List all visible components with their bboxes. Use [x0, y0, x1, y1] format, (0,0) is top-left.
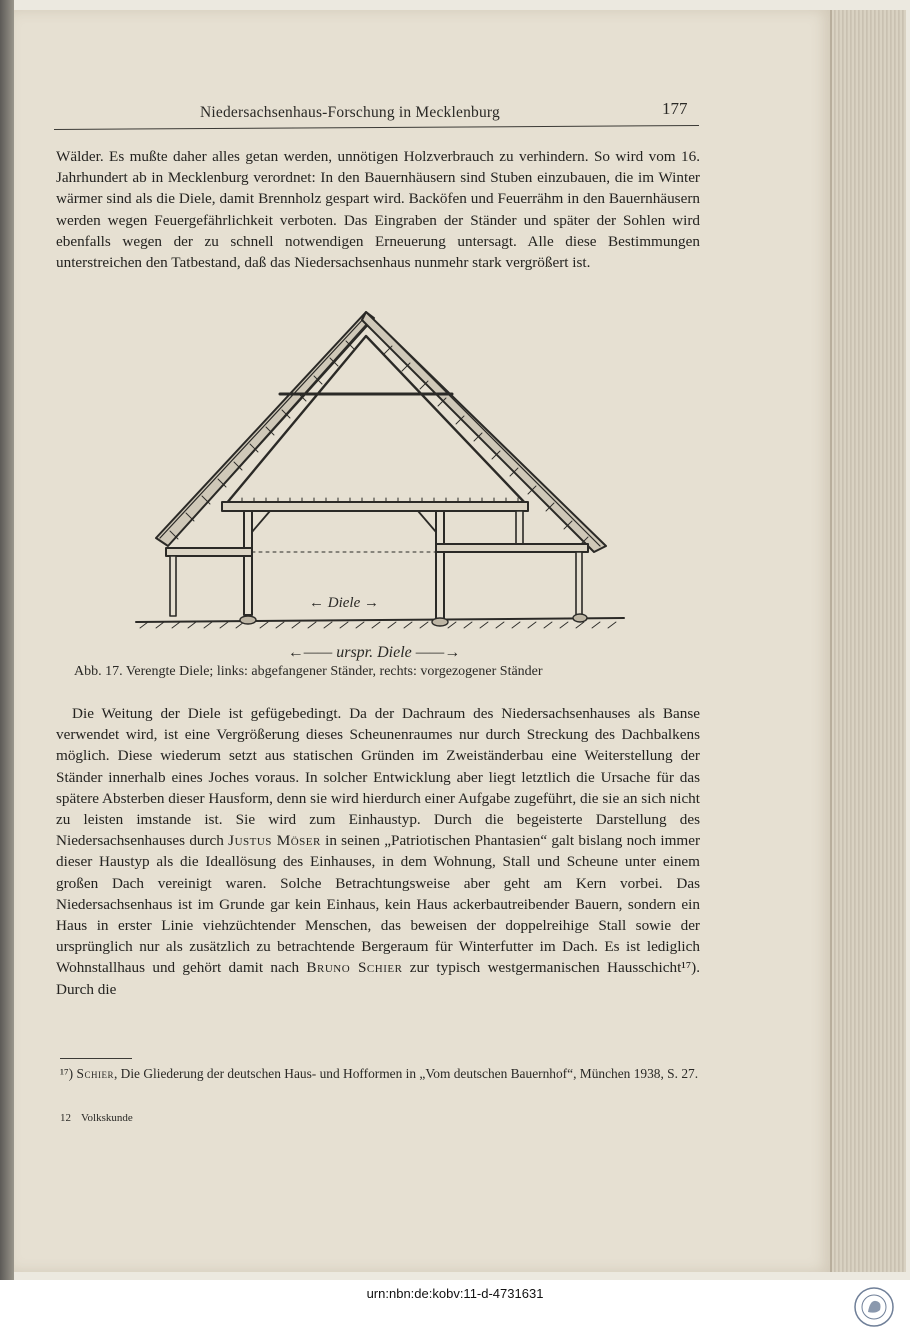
paragraph-2: [56, 703, 700, 1000]
figure-caption: Abb. 17. Verengte Diele; links: abgefangener Ständer, rechts: vorgezogener Ständer: [74, 664, 543, 679]
roof-thatch-right: [362, 312, 606, 552]
footnote-rule: [60, 1058, 132, 1059]
paragraph-1-text: Wälder. Es mußte daher alles getan werden, unnötigen Holzverbrauch zu verhindern. So wird vom 16. Jahrhundert ab in Mecklenburg verordnet: In den Bauernhäusern sind Stuben einzubauen, die im Winter wärmer sind als die Diele, damit Brennholz gespart wird. Backöfen und Feuerrähm in den Bauernhäusern werden wegen Feuergefährlichkeit verboten. Das Eingraben der Ständer und später der Sohlen wird ebenfalls wegen der zu schnell notwendigen Erneuerung untersagt. Alle diese Bestimmungen unterstreichen den Tatbestand, daß das Niedersachsenhaus nunmehr stark vergrößert ist.: [56, 148, 700, 272]
urn-identifier: urn:nbn:de:kobv:11-d-4731631: [366, 1286, 544, 1301]
paragraph-1: [56, 146, 700, 273]
printer-signature: [60, 1112, 133, 1124]
left-post: [244, 511, 252, 615]
signature-label: Volkskunde: [81, 1112, 133, 1124]
running-head: Niedersachsenhaus-Forschung in Mecklenburg: [200, 104, 500, 121]
page-stack-edges: [832, 10, 906, 1272]
page-number: 177: [662, 99, 688, 118]
footnote-marker: ¹⁷): [60, 1066, 74, 1081]
book-spine-edge: [0, 0, 14, 1280]
author-name-schier: Bruno Schier: [306, 959, 403, 977]
paragraph-2-part-3: zur typisch westgermanischen Hausschicht¹⁷). Durch die: [56, 959, 700, 998]
paragraph-2-text: [56, 703, 700, 1000]
right-post: [436, 511, 444, 621]
roof-truss-figure: [130, 306, 630, 666]
footnote-author: Schier: [76, 1066, 114, 1081]
library-seal-stamp: [852, 1286, 896, 1328]
label-urspr-diele: ←—— urspr. Diele ——→: [287, 644, 461, 661]
paragraph-2-part-1: Die Weitung der Diele ist gefügebedingt. Da der Dachraum des Niedersachsenhauses als Banse verwendet wird, ist eine Vergrößerung dieses Scheunenraumes nur durch Streckung des Dachbalkens möglich. Diese wiederum setzt aus statischen Gründen im Zweiständerbau eine Weiterstellung der Ständer innerhalb eines Joches voraus. In solcher Entwicklung aber liegt letztlich die Ursache für das spätere Absterben dieser Hausform, denn sie wird hierdurch einer Aufgabe zugeführt, die sie an sich nicht zu leisten imstande ist. Sie wird zum Einhaustyp. Durch die begeisterte Darstellung des Niedersachsenhauses durch: [56, 705, 700, 850]
roof-hatching: [170, 341, 588, 545]
author-name-moeser: Justus Möser: [228, 832, 321, 850]
footnote: [60, 1064, 700, 1083]
signature-number: 12: [60, 1112, 71, 1124]
paragraph-2-part-2: in seinen „Patriotischen Phantasien“ galt bislang noch immer dieser Haustyp als die Ideallösung des Einhauses, in dem Wohnung, Stall und Scheune unter einem großen Dach vereinigt waren. Solche Betrachtungsweise aber geht am Kern vorbei. Das Niedersachsenhaus ist im Grunde gar kein Einhaus, kein Haus ackerbautreibender Bauern, sondern ein Haus in erster Linie viehzüchtender Menschen, das beweisen der doppelreihige Stall sowie der ursprünglich nur als zusätzlich zu betrachtende Bergeraum für Winterfutter im Dach. Es ist lediglich Wohnstallhaus und gehört damit nach: [56, 832, 701, 977]
footnote-text: , Die Gliederung der deutschen Haus- und Hofformen in „Vom deutschen Bauernhof“, München 1938, S. 27.: [113, 1066, 699, 1081]
label-diele: ← Diele →: [309, 595, 379, 611]
